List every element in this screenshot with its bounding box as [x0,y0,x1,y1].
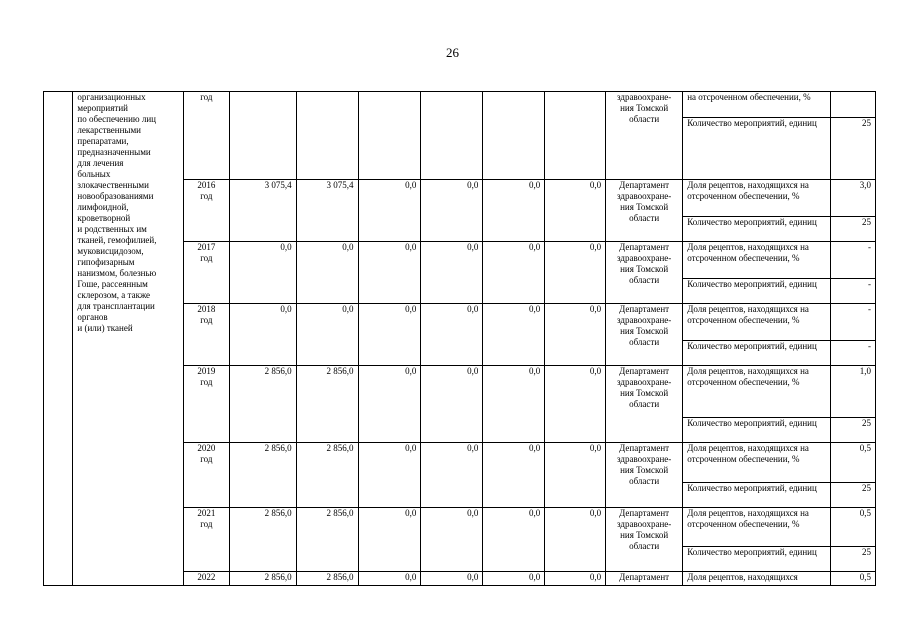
department-cell: Департамент здравоохране- ния Томской области [606,366,683,442]
indicator-count-value: 25 [831,482,876,507]
year-cell: год [184,92,230,180]
indicator-share-cell: на отсроченном обеспечении, % [683,92,831,118]
department-cell: Департамент [606,572,683,586]
indicator-share-cell: Доля рецептов, находящихся [683,572,831,586]
amount-cell-c3: 0,0 [358,180,421,242]
indicator-share-value: 0,5 [831,572,876,586]
amount-cell-c5: 0,0 [483,304,545,366]
amount-cell-c3: 0,0 [358,572,421,586]
indicator-share-cell: Доля рецептов, находящихся на отсроченном обеспечении, % [683,304,831,341]
amount-cell-c4: 0,0 [421,572,483,586]
indicator-share-value: 3,0 [831,180,876,217]
indicator-share-value: 0,5 [831,442,876,482]
amount-cell-c2: 2 856,0 [296,366,358,442]
amount-cell-total: 2 856,0 [229,366,296,442]
amount-cell-c6: 0,0 [545,442,606,507]
department-cell: Департамент здравоохране- ния Томской области [606,442,683,507]
amount-cell-c3 [358,92,421,180]
amount-cell-c6: 0,0 [545,180,606,242]
department-cell: Департамент здравоохране- ния Томской области [606,180,683,242]
indicator-share-cell: Доля рецептов, находящихся на отсроченном обеспечении, % [683,180,831,217]
program-table [43,91,876,586]
amount-cell-c4: 0,0 [421,366,483,442]
amount-cell-c2: 2 856,0 [296,572,358,586]
amount-cell-c2: 2 856,0 [296,507,358,571]
year-cell: 2017 год [184,242,230,304]
department-cell: Департамент здравоохране- ния Томской области [606,242,683,304]
indicator-count-value: 25 [831,217,876,242]
indicator-share-cell: Доля рецептов, находящихся на отсроченном обеспечении, % [683,366,831,417]
page-number: 26 [446,45,459,60]
amount-cell-c4: 0,0 [421,242,483,304]
amount-cell-c2: 2 856,0 [296,442,358,507]
amount-cell-c5: 0,0 [483,507,545,571]
indicator-share-value: - [831,304,876,341]
indicator-share-value [831,92,876,118]
amount-cell-c3: 0,0 [358,366,421,442]
amount-cell-c6: 0,0 [545,572,606,586]
year-cell: 2021 год [184,507,230,571]
indicator-share-cell: Доля рецептов, находящихся на отсроченном обеспечении, % [683,507,831,546]
amount-cell-total: 0,0 [229,242,296,304]
indicator-count-cell: Количество мероприятий, единиц [683,279,831,304]
indicator-count-cell: Количество мероприятий, единиц [683,118,831,180]
department-cell: Департамент здравоохране- ния Томской области [606,304,683,366]
indicator-share-cell: Доля рецептов, находящихся на отсроченном обеспечении, % [683,442,831,482]
indicator-count-cell: Количество мероприятий, единиц [683,547,831,572]
amount-cell-total: 2 856,0 [229,572,296,586]
amount-cell-total [229,92,296,180]
year-cell: 2016 год [184,180,230,242]
indicator-share-value: 0,5 [831,507,876,546]
indicator-share-cell: Доля рецептов, находящихся на отсроченном обеспечении, % [683,242,831,279]
amount-cell-c6: 0,0 [545,507,606,571]
year-cell: 2018 год [184,304,230,366]
indicator-count-cell: Количество мероприятий, единиц [683,417,831,442]
amount-cell-total: 2 856,0 [229,507,296,571]
amount-cell-total: 3 075,4 [229,180,296,242]
table-row [44,92,876,118]
amount-cell-c6: 0,0 [545,366,606,442]
year-cell: 2019 год [184,366,230,442]
amount-cell-c3: 0,0 [358,442,421,507]
amount-cell-c5: 0,0 [483,180,545,242]
amount-cell-c2: 0,0 [296,304,358,366]
amount-cell-c2 [296,92,358,180]
amount-cell-c6: 0,0 [545,304,606,366]
amount-cell-c6 [545,92,606,180]
amount-cell-c5: 0,0 [483,242,545,304]
amount-cell-c4: 0,0 [421,442,483,507]
amount-cell-c3: 0,0 [358,242,421,304]
indicator-count-value: - [831,341,876,366]
amount-cell-c5 [483,92,545,180]
indicator-count-cell: Количество мероприятий, единиц [683,217,831,242]
amount-cell-c3: 0,0 [358,304,421,366]
indicator-count-value: - [831,279,876,304]
indicator-count-value: 25 [831,417,876,442]
indicator-count-value: 25 [831,118,876,180]
amount-cell-c4: 0,0 [421,507,483,571]
indicator-count-cell: Количество мероприятий, единиц [683,482,831,507]
indicator-count-value: 25 [831,547,876,572]
amount-cell-c5: 0,0 [483,366,545,442]
indicator-count-cell: Количество мероприятий, единиц [683,341,831,366]
indicator-share-value: - [831,242,876,279]
row-number-cell [44,92,73,586]
department-cell: здравоохране- ния Томской области [606,92,683,180]
amount-cell-c4: 0,0 [421,180,483,242]
year-cell: 2022 [184,572,230,586]
description-cell: организационных мероприятий по обеспечению лиц лекарственными препаратами, предназначенными для лечения больных злокачественными новообразованиями лимфоидной, кроветворной и родственных им тканей, гемофилией, муковисцидозом, гипофизарным нанизмом, болезнью Гоше, рассеянным склерозом, а также для трансплантации органов и (или) тканей [73,92,184,586]
amount-cell-c5: 0,0 [483,442,545,507]
amount-cell-total: 2 856,0 [229,442,296,507]
department-cell: Департамент здравоохране- ния Томской области [606,507,683,571]
amount-cell-total: 0,0 [229,304,296,366]
amount-cell-c3: 0,0 [358,507,421,571]
year-cell: 2020 год [184,442,230,507]
amount-cell-c4 [421,92,483,180]
amount-cell-c2: 3 075,4 [296,180,358,242]
amount-cell-c4: 0,0 [421,304,483,366]
amount-cell-c6: 0,0 [545,242,606,304]
indicator-share-value: 1,0 [831,366,876,417]
table-body [44,92,876,586]
amount-cell-c2: 0,0 [296,242,358,304]
amount-cell-c5: 0,0 [483,572,545,586]
